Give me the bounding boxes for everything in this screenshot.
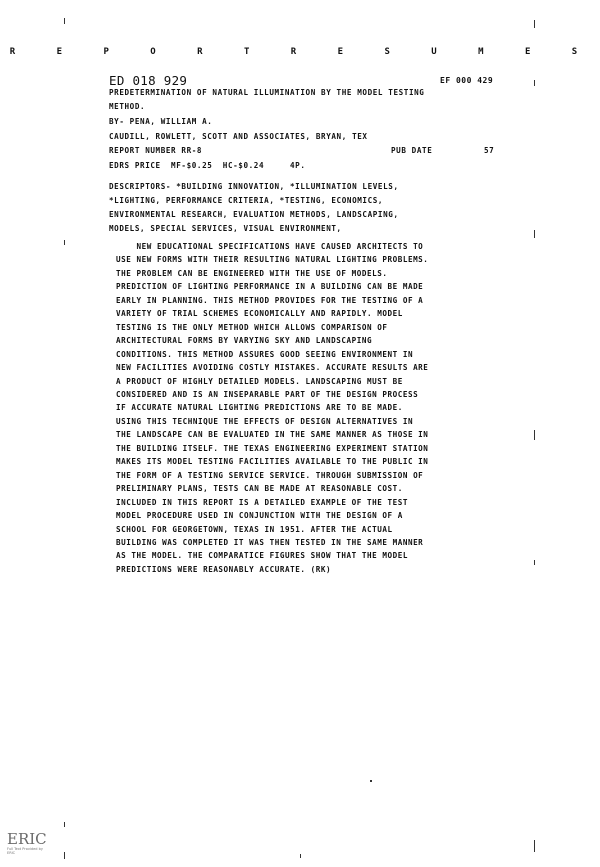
abstract-line: CONSIDERED AND IS AN INSEPARABLE PART OF THE DESIGN PROCESS bbox=[116, 389, 419, 399]
abstract-line: USING THIS TECHNIQUE THE EFFECTS OF DESIGN ALTERNATIVES IN bbox=[116, 416, 414, 426]
report-resumes-heading: R E P O R T R E S U M E S bbox=[9, 47, 591, 57]
ef-number: EF 000 429 bbox=[440, 76, 494, 85]
scan-mark bbox=[534, 80, 535, 86]
ed-number: ED 018 929 bbox=[109, 73, 188, 88]
abstract-line: VARIETY OF TRIAL SCHEMES ECONOMICALLY AND RAPIDLY. MODEL bbox=[116, 309, 403, 319]
abstract-line: NEW EDUCATIONAL SPECIFICATIONS HAVE CAUSED ARCHITECTS TO bbox=[116, 242, 424, 251]
abstract-line: THE LANDSCAPE CAN BE EVALUATED IN THE SAME MANNER AS THOSE IN bbox=[116, 430, 429, 440]
title-line-1: PREDETERMINATION OF NATURAL ILLUMINATION BY THE MODEL TESTING bbox=[109, 88, 425, 97]
abstract-line: THE BUILDING ITSELF. THE TEXAS ENGINEERING EXPERIMENT STATION bbox=[116, 443, 429, 453]
abstract-line: PREDICTION OF LIGHTING PERFORMANCE IN A BUILDING CAN BE MADE bbox=[116, 282, 424, 292]
abstract-line: NEW FACILITIES AVOIDING COSTLY MISTAKES. ACCURATE RESULTS ARE bbox=[116, 363, 429, 373]
abstract-line: INCLUDED IN THIS REPORT IS A DETAILED EXAMPLE OF THE TEST bbox=[116, 497, 408, 507]
scan-mark bbox=[64, 18, 65, 24]
abstract-line: TESTING IS THE ONLY METHOD WHICH ALLOWS COMPARISON OF bbox=[116, 322, 388, 332]
report-number-line: REPORT NUMBER RR-8 bbox=[109, 146, 203, 155]
abstract-line: PRELIMINARY PLANS, TESTS CAN BE MADE AT REASONABLE COST. bbox=[116, 484, 403, 494]
scan-mark bbox=[534, 230, 535, 238]
edrs-price-line: EDRS PRICE MF-$0.25 HC-$0.24 4P. bbox=[109, 161, 306, 170]
abstract-line: MODEL PROCEDURE USED IN CONJUNCTION WITH THE DESIGN OF A bbox=[116, 511, 403, 521]
scan-speck bbox=[370, 780, 372, 782]
abstract-line: IF ACCURATE NATURAL LIGHTING PREDICTIONS ARE TO BE MADE. bbox=[116, 403, 403, 413]
scan-mark bbox=[64, 240, 65, 245]
pub-date-label: PUB DATE bbox=[391, 146, 433, 155]
descriptors-line-4: MODELS, SPECIAL SERVICES, VISUAL ENVIRONMENT, bbox=[109, 224, 342, 233]
scan-mark bbox=[534, 20, 535, 28]
eric-logo-text: ERIC bbox=[7, 830, 47, 848]
scan-mark bbox=[534, 560, 535, 565]
abstract-line: THE FORM OF A TESTING SERVICE SERVICE. THROUGH SUBMISSION OF bbox=[116, 470, 424, 480]
abstract-line: SCHOOL FOR GEORGETOWN, TEXAS IN 1951. AFTER THE ACTUAL bbox=[116, 524, 393, 534]
title-line-2: METHOD. bbox=[109, 102, 146, 111]
abstract-paragraph bbox=[116, 240, 506, 576]
scan-mark bbox=[64, 822, 65, 827]
author-line: BY- PENA, WILLIAM A. bbox=[109, 117, 213, 126]
institution-line: CAUDILL, ROWLETT, SCOTT AND ASSOCIATES, BRYAN, TEX bbox=[109, 132, 368, 141]
descriptors-line-2: *LIGHTING, PERFORMANCE CRITERIA, *TESTING, ECONOMICS, bbox=[109, 196, 384, 205]
abstract-line: THE PROBLEM CAN BE ENGINEERED WITH THE USE OF MODELS. bbox=[116, 268, 388, 278]
descriptors-line-1: DESCRIPTORS- *BUILDING INNOVATION, *ILLUMINATION LEVELS, bbox=[109, 182, 399, 191]
abstract-line: CONDITIONS. THIS METHOD ASSURES GOOD SEEING ENVIRONMENT IN bbox=[116, 349, 414, 359]
abstract-line: A PRODUCT OF HIGHLY DETAILED MODELS. LANDSCAPING MUST BE bbox=[116, 376, 403, 386]
abstract-line: ARCHITECTURAL FORMS BY VARYING SKY AND LANDSCAPING bbox=[116, 336, 373, 346]
abstract-line: MAKES ITS MODEL TESTING FACILITIES AVAILABLE TO THE PUBLIC IN bbox=[116, 457, 429, 467]
scan-mark bbox=[64, 852, 65, 859]
eric-logo-subtext: Full Text Provided by ERIC bbox=[7, 847, 43, 855]
abstract-line: EARLY IN PLANNING. THIS METHOD PROVIDES FOR THE TESTING OF A bbox=[116, 295, 424, 305]
pub-date-value: 57 bbox=[484, 146, 495, 155]
scan-mark bbox=[534, 840, 535, 852]
scan-mark bbox=[534, 430, 535, 440]
abstract-line: AS THE MODEL. THE COMPARATICE FIGURES SHOW THAT THE MODEL bbox=[116, 551, 408, 561]
abstract-line: PREDICTIONS WERE REASONABLY ACCURATE. (RK) bbox=[116, 564, 332, 574]
descriptors-line-3: ENVIRONMENTAL RESEARCH, EVALUATION METHODS, LANDSCAPING, bbox=[109, 210, 399, 219]
abstract-line: BUILDING WAS COMPLETED IT WAS THEN TESTED IN THE SAME MANNER bbox=[116, 537, 424, 547]
abstract-line: USE NEW FORMS WITH THEIR RESULTING NATURAL LIGHTING PROBLEMS. bbox=[116, 255, 429, 265]
eric-logo bbox=[7, 832, 45, 856]
scan-speck bbox=[300, 854, 301, 858]
